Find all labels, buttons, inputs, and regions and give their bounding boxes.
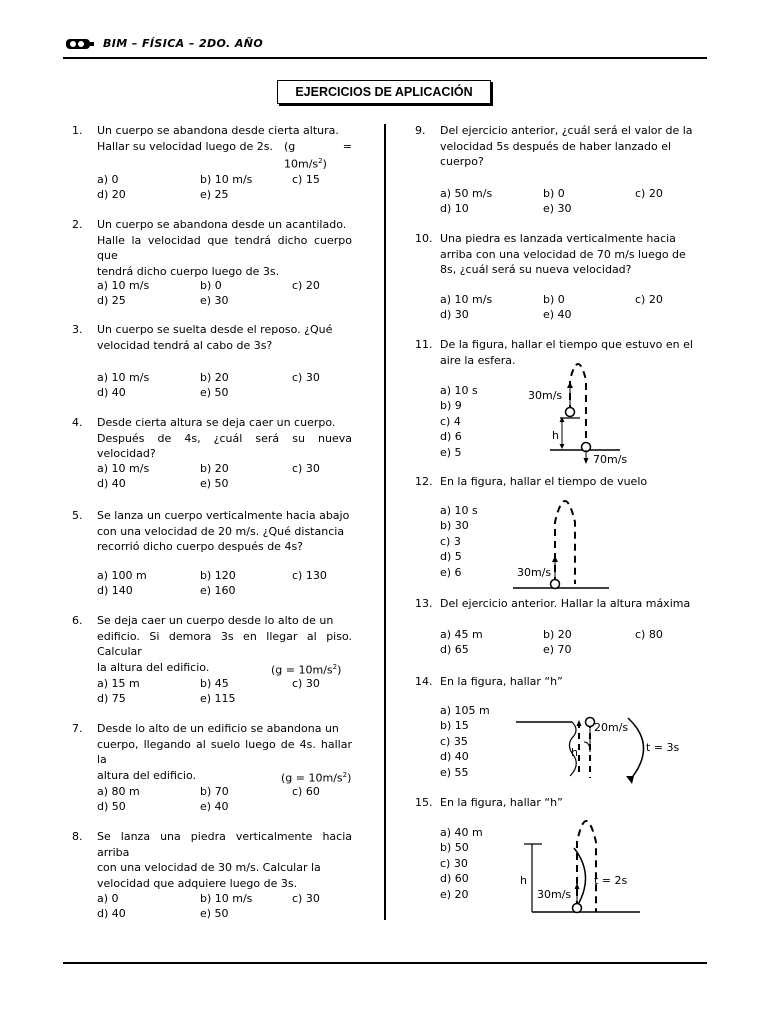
option-a[interactable]: a) 10 s [440,504,478,517]
option-a[interactable]: a) 10 m/s [97,279,150,292]
option-b[interactable]: b) 0 [543,293,565,306]
option-d[interactable]: d) 50 [97,800,126,813]
question-number: 7. [72,722,83,735]
label-t: t = 2s [594,874,628,887]
question-text: Desde cierta altura se deja caer un cuerpo. [97,416,336,429]
header-rule [63,57,707,59]
question-text: Se lanza una piedra verticalmente hacia arriba [97,830,352,859]
question-text: Se deja caer un cuerpo desde lo alto de un [97,614,334,627]
option-e[interactable]: e) 40 [200,800,229,813]
question-text: la altura del edificio. [97,660,210,674]
gravity-note: $(g = 10m/s^2)$ [281,770,352,785]
option-c[interactable]: c) 30 [292,892,320,905]
option-b[interactable]: b) 45 [200,677,229,690]
option-d[interactable]: d) 140 [97,584,133,597]
question-text: con una velocidad de 20 m/s. ¿Qué distancia [97,524,345,538]
option-b[interactable]: b) 9 [440,399,462,413]
question-number: 12. [415,475,433,488]
question-text: velocidad tendrá al cabo de 3s? [97,338,273,352]
label-t: t = 3s [646,741,680,754]
question-number: 10. [415,232,433,245]
gravity-note: $(g = 10m/s^2)$ [271,662,342,677]
question-text: De la figura, hallar el tiempo que estuvo en el [440,338,693,351]
option-e[interactable]: e) 50 [200,386,229,399]
question-text: En la figura, hallar “h” [440,675,563,688]
option-b[interactable]: b) 10 m/s [200,173,253,186]
option-e[interactable]: e) 70 [543,643,572,656]
time-arc [628,718,644,780]
option-a[interactable]: a) 15 m [97,677,140,690]
question-text: Un cuerpo se abandona desde cierta altura. [97,124,339,137]
option-a[interactable]: a) 105 m [440,704,490,717]
section-title: EJERCICIOS DE APLICACIÓN [277,80,491,104]
question-text: En la figura, hallar “h” [440,796,563,809]
ball [566,408,575,417]
question-number: 2. [72,218,83,231]
time-arc [574,848,586,908]
option-b[interactable]: b) 20 [543,628,572,641]
option-b[interactable]: b) 15 [440,719,469,733]
question-number: 15. [415,796,433,809]
label-h: h [520,874,527,887]
option-b[interactable]: b) 10 m/s [200,892,253,905]
question-text: cuerpo? [440,155,484,168]
option-e[interactable]: e) 40 [543,308,572,321]
question-text: aire la esfera. [440,353,516,367]
option-b[interactable]: b) 120 [200,569,236,582]
question-text: velocidad que adquiere luego de 3s. [97,876,298,890]
option-d[interactable]: d) 75 [97,692,126,705]
question-text: arriba con una velocidad de 70 m/s luego de [440,247,686,261]
footer-rule [63,962,707,964]
option-e[interactable]: e) 160 [200,584,236,597]
option-e[interactable]: e) 50 [200,907,229,920]
label-v-top: 30m/s [528,389,563,402]
question-text: recorrió dicho cuerpo después de 4s? [97,540,304,553]
option-b[interactable]: b) 20 [200,462,229,475]
question-number: 6. [72,614,83,627]
question-text: cuerpo, llegando al suelo luego de 4s. hallar la [97,737,352,766]
option-c[interactable]: c) 15 [292,173,320,186]
options [440,703,490,780]
option-c[interactable]: c) 4 [440,414,461,428]
option-b[interactable]: b) 0 [543,187,565,200]
column-divider [384,124,386,920]
question-text: Halle la velocidad que tendrá dicho cuerpo que [97,233,352,262]
label-h: h [571,746,578,759]
option-a[interactable]: a) 100 m [97,569,147,582]
option-c[interactable]: c) 35 [440,734,468,748]
option-c[interactable]: c) 30 [440,856,468,870]
question-number: 11. [415,338,433,351]
options [440,383,478,460]
option-d[interactable]: d) 40 [440,750,469,764]
option-e[interactable]: e) 25 [200,188,229,201]
option-b[interactable]: b) 70 [200,785,229,798]
option-c[interactable]: c) 3 [440,534,461,548]
option-a[interactable]: a) 10 m/s [440,293,493,306]
logo-icon [66,37,94,51]
option-b[interactable]: b) 20 [200,371,229,384]
options [440,503,478,580]
question-number: 5. [72,509,83,522]
option-d[interactable]: d) 40 [97,907,126,920]
figure-11 [520,350,640,470]
option-c[interactable]: c) 30 [292,677,320,690]
question-number: 3. [72,323,83,336]
option-a[interactable]: a) 50 m/s [440,187,493,200]
question-text: Se lanza un cuerpo verticalmente hacia abajo [97,509,350,522]
question-number: 4. [72,416,83,429]
label-v-bottom: 70m/s [593,453,628,466]
figure-15 [510,812,650,918]
question-text: Del ejercicio anterior, ¿cuál será el valor de la [440,124,693,137]
option-c[interactable]: c) 30 [292,462,320,475]
question-text: Después de 4s, ¿cuál será su nueva velocidad? [97,431,352,460]
option-a[interactable]: a) 0 [97,173,119,186]
question-text: altura del edificio. [97,768,197,782]
question-number: 13. [415,597,433,610]
options [440,825,483,902]
figure-12 [505,492,625,592]
option-e[interactable]: e) 6 [440,565,462,579]
option-e[interactable]: e) 115 [200,692,236,705]
option-c[interactable]: c) 30 [292,371,320,384]
question-text: Un cuerpo se suelta desde el reposo. ¿Qué [97,323,333,336]
question-number: 1. [72,124,83,137]
option-a[interactable]: a) 10 m/s [97,371,150,384]
option-e[interactable]: e) 55 [440,765,469,779]
option-d[interactable]: d) 5 [440,550,462,564]
question-text: edificio. Si demora 3s en llegar al piso. Calcular [97,629,352,658]
trajectory [570,364,586,447]
option-e[interactable]: e) 30 [543,202,572,215]
trajectory [555,501,575,584]
option-d[interactable]: d) 40 [97,386,126,399]
option-e[interactable]: e) 20 [440,887,469,901]
option-d[interactable]: d) 25 [97,294,126,307]
option-e[interactable]: e) 30 [200,294,229,307]
option-d[interactable]: d) 60 [440,872,469,886]
question-text: En la figura, hallar el tiempo de vuelo [440,475,648,488]
option-c[interactable]: c) 20 [292,279,320,292]
option-c[interactable]: c) 60 [292,785,320,798]
question-text: Un cuerpo se abandona desde un acantilado. [97,218,347,231]
option-e[interactable]: e) 50 [200,477,229,490]
option-a[interactable]: a) 80 m [97,785,140,798]
header-title: BIM – FÍSICA – 2DO. AÑO [103,37,264,50]
option-a[interactable]: a) 10 m/s [97,462,150,475]
trajectory [577,821,596,912]
label-h: h [552,429,559,442]
gravity-note: $(g = 10m/s^2)$ [284,139,352,171]
option-d[interactable]: d) 20 [97,188,126,201]
ball [573,904,582,913]
option-d[interactable]: d) 6 [440,430,462,444]
arrow-head [567,382,573,388]
question-number: 9. [415,124,426,137]
option-e[interactable]: e) 5 [440,445,462,459]
option-c[interactable]: c) 130 [292,569,327,582]
option-d[interactable]: d) 10 [440,202,469,215]
figure-14 [510,706,690,786]
label-v: 30m/s [517,566,552,579]
question-text: Desde lo alto de un edificio se abandona un [97,722,339,735]
option-b[interactable]: b) 30 [440,519,469,533]
label-v: 30m/s [537,888,572,901]
question-text: velocidad 5s después de haber lanzado el [440,139,672,153]
question-number: 8. [72,830,83,843]
option-d[interactable]: d) 30 [440,308,469,321]
question-text: Hallar su velocidad luego de 2s. [97,139,273,153]
option-c[interactable]: c) 20 [635,187,663,200]
question-text: con una velocidad de 30 m/s. Calcular la [97,861,321,874]
option-a[interactable]: a) 0 [97,892,119,905]
option-d[interactable]: d) 65 [440,643,469,656]
question-text: Una piedra es lanzada verticalmente hacia [440,232,676,245]
question-text: tendrá dicho cuerpo luego de 3s. [97,264,280,278]
question-number: 14. [415,675,433,688]
option-a[interactable]: a) 45 m [440,628,483,641]
option-a[interactable]: a) 10 s [440,384,478,397]
option-c[interactable]: c) 80 [635,628,663,641]
option-c[interactable]: c) 20 [635,293,663,306]
question-text: Del ejercicio anterior. Hallar la altura máxima [440,597,691,610]
option-a[interactable]: a) 40 m [440,826,483,839]
option-b[interactable]: b) 50 [440,841,469,855]
option-b[interactable]: b) 0 [200,279,222,292]
question-text: 8s, ¿cuál será su nueva velocidad? [440,263,632,276]
ball [551,580,560,589]
label-v: 20m/s [594,721,629,734]
option-d[interactable]: d) 40 [97,477,126,490]
